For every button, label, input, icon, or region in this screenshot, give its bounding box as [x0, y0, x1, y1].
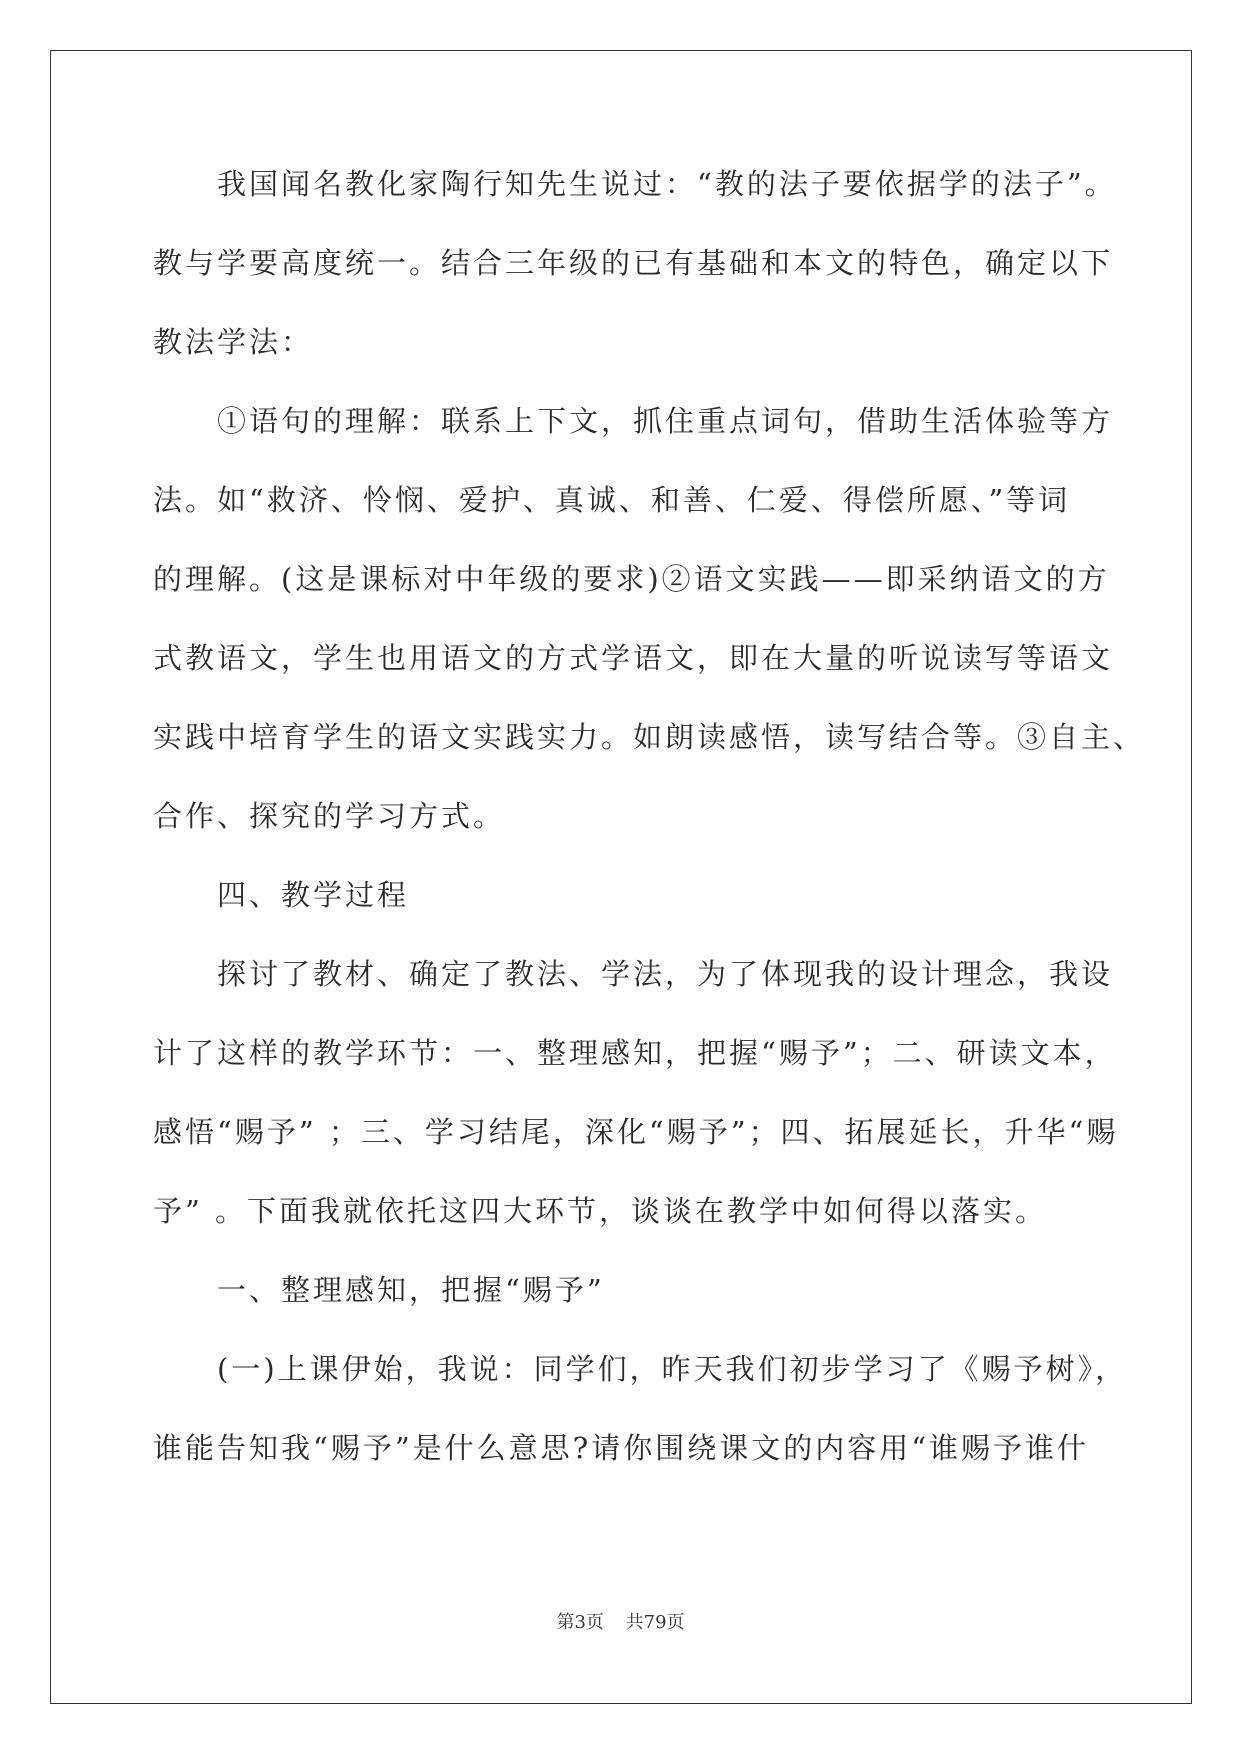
text-line: 谁能告知我“赐予”是什么意思?请你围绕课文的内容用“谁赐予谁什	[153, 1431, 1090, 1465]
text-line: 合作、探究的学习方式。	[153, 799, 506, 833]
page-number: 第3页	[556, 1612, 604, 1633]
text-line: 的理解。(这是课标对中年级的要求)②语文实践——即采纳语文的方	[153, 562, 1110, 596]
section-heading: 四、教学过程	[153, 878, 410, 912]
section-heading: 一、整理感知，把握“赐予”	[153, 1273, 605, 1307]
text-line: 教与学要高度统一。结合三年级的已有基础和本文的特色，确定以下	[153, 246, 1114, 280]
text-line: 感悟“赐予” ；三、学习结尾，深化“赐予”；四、拓展延长，升华“赐	[153, 1115, 1119, 1149]
text-line: ①语句的理解：联系上下文，抓住重点词句，借助生活体验等方	[153, 404, 1114, 438]
page-footer	[0, 1608, 1241, 1634]
text-line: 式教语文，学生也用语文的方式学语文，即在大量的听说读写等语文	[153, 641, 1114, 675]
total-pages: 共79页	[625, 1612, 685, 1633]
text-line: 法。如“救济、怜悯、爱护、真诚、和善、仁爱、得偿所愿、”等词	[153, 483, 1071, 517]
text-line: 计了这样的教学环节：一、整理感知，把握“赐予”；二、研读文本，	[153, 1036, 1117, 1070]
document-body	[153, 165, 1146, 1508]
text-line: (一)上课伊始，我说：同学们，昨天我们初步学习了《赐予树》，	[153, 1352, 1128, 1386]
text-line: 探讨了教材、确定了教法、学法，为了体现我的设计理念，我设	[153, 957, 1114, 991]
text-line: 予” 。下面我就依托这四大环节，谈谈在教学中如何得以落实。	[153, 1194, 1048, 1228]
text-line: 教法学法：	[153, 325, 314, 359]
text-line: 实践中培育学生的语文实践实力。如朗读感悟，读写结合等。③自主、	[153, 720, 1146, 754]
text-line: 我国闻名教化家陶行知先生说过：“教的法子要依据学的法子”。	[153, 167, 1117, 201]
